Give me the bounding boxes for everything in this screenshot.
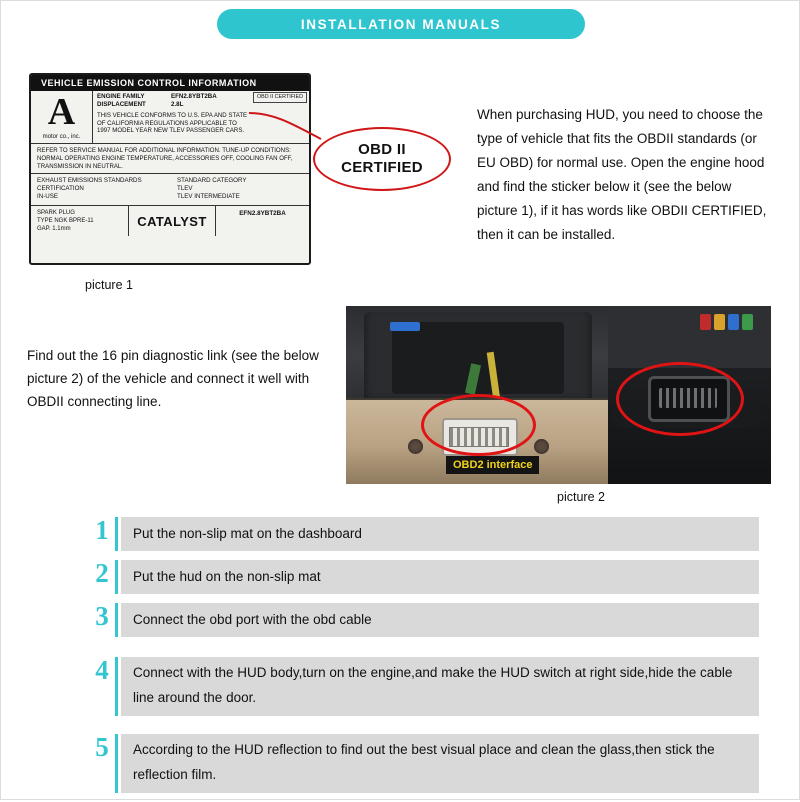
standards-column-left xyxy=(37,177,177,201)
header-banner xyxy=(217,9,585,39)
standards-right-line: TLEV xyxy=(177,185,193,193)
service-note: REFER TO SERVICE MANUAL FOR ADDITIONAL INFORMATION. TUNE-UP CONDITIONS: NORMAL OPERATING ENGINE TEMPERATURE, ACCESSORIES OFF, COOLING FAN OFF, TRANSMISSION IN NEUTRAL. xyxy=(31,144,309,174)
fuse-green xyxy=(742,314,753,330)
intro-paragraph: When purchasing HUD, you need to choose the type of vehicle that fits the OBDII standards (or EU OBD) for normal use. Open the engine hood and find the sticker below it (see the below picture 1), if it has words like OBDII CERTIFIED, then it can be installed. xyxy=(477,107,767,242)
step-accent-bar xyxy=(115,517,118,551)
step-number: 3 xyxy=(95,601,109,631)
callout-line-2: CERTIFIED xyxy=(341,159,423,176)
obd-certified-tag: OBD II CERTIFIED xyxy=(253,92,307,103)
diagnostic-link-paragraph: Find out the 16 pin diagnostic link (see the below picture 2) of the vehicle and connect it well with OBDII connecting line. xyxy=(27,348,319,409)
callout-line-1: OBD II xyxy=(358,141,406,158)
step-item xyxy=(87,657,759,716)
step-number: 5 xyxy=(95,732,109,762)
step-text: Put the non-slip mat on the dashboard xyxy=(121,517,759,551)
emission-grade-block xyxy=(31,91,93,143)
callout-text xyxy=(313,127,451,191)
standards-left-line: IN-USE xyxy=(37,193,58,201)
panel-bolt-left xyxy=(408,439,423,454)
blue-connector xyxy=(390,322,420,331)
step-number: 4 xyxy=(95,655,109,685)
panel-bolt-right xyxy=(534,439,549,454)
spec-value: 2.8L xyxy=(171,101,184,108)
fuse-red xyxy=(700,314,711,330)
standards-left-line: EXHAUST EMISSIONS STANDARDS xyxy=(37,177,142,185)
step-text: Put the hud on the non-slip mat xyxy=(121,560,759,594)
step-text: Connect the obd port with the obd cable xyxy=(121,603,759,637)
spark-plug-line: TYPE NGK BPRE-11 xyxy=(37,218,94,225)
step-accent-bar xyxy=(115,560,118,594)
obd2-interface-label: OBD2 interface xyxy=(446,456,539,474)
spec-key: ENGINE FAMILY xyxy=(97,93,145,100)
step-number: 1 xyxy=(95,515,109,545)
standards-right-line: STANDARD CATEGORY xyxy=(177,177,247,185)
picture2-caption: picture 2 xyxy=(557,490,605,504)
fuse-yellow xyxy=(714,314,725,330)
standards-column-right xyxy=(177,177,303,201)
step-item xyxy=(87,560,759,594)
emission-grade-letter: A xyxy=(47,91,76,133)
emission-label-header: VEHICLE EMISSION CONTROL INFORMATION xyxy=(31,75,309,91)
emission-standards xyxy=(31,174,309,206)
spark-plug-line: SPARK PLUG xyxy=(37,210,75,217)
highlight-oval-left xyxy=(421,394,536,456)
picture2-photo xyxy=(346,306,771,484)
step-text: According to the HUD reflection to find out the best visual place and clean the glass,then stick the reflection film. xyxy=(121,734,759,793)
spec-key: DISPLACEMENT xyxy=(97,101,146,108)
spec-value: EFN2.8YBT2BA xyxy=(171,93,217,100)
step-number: 2 xyxy=(95,558,109,588)
emission-control-label xyxy=(29,73,311,265)
page-title: INSTALLATION MANUALS xyxy=(300,16,502,32)
picture1-caption: picture 1 xyxy=(85,278,133,292)
catalyst-label: CATALYST xyxy=(129,206,216,236)
spark-plug-info xyxy=(31,206,129,236)
step-item xyxy=(87,603,759,637)
step-accent-bar xyxy=(115,657,118,716)
fuse-blue xyxy=(728,314,739,330)
step-accent-bar xyxy=(115,734,118,793)
manufacturer-name: motor co., inc. xyxy=(42,134,81,140)
step-item xyxy=(87,517,759,551)
step-accent-bar xyxy=(115,603,118,637)
standards-left-line: CERTIFICATION xyxy=(37,185,84,193)
conformance-text: THIS VEHICLE CONFORMS TO U.S. EPA AND STATE OF CALIFORNIA REGULATIONS APPLICABLE TO 1997 MODEL YEAR NEW TLEV PASSENGER CARS. xyxy=(97,112,248,135)
obd-certified-callout xyxy=(313,127,453,193)
step-text: Connect with the HUD body,turn on the engine,and make the HUD switch at right side,hide the cable line around the door. xyxy=(121,657,759,716)
highlight-oval-right xyxy=(616,362,744,436)
console-cavity xyxy=(392,322,564,394)
steps-list xyxy=(87,517,759,802)
standards-right-line: TLEV INTERMEDIATE xyxy=(177,193,240,201)
emission-label-bottom xyxy=(31,206,309,236)
engine-family-code: EFN2.8YBT2BA xyxy=(239,210,286,218)
fuse-panel xyxy=(608,306,771,368)
step-item xyxy=(87,734,759,793)
spark-plug-line: GAP. 1.1mm xyxy=(37,226,71,233)
